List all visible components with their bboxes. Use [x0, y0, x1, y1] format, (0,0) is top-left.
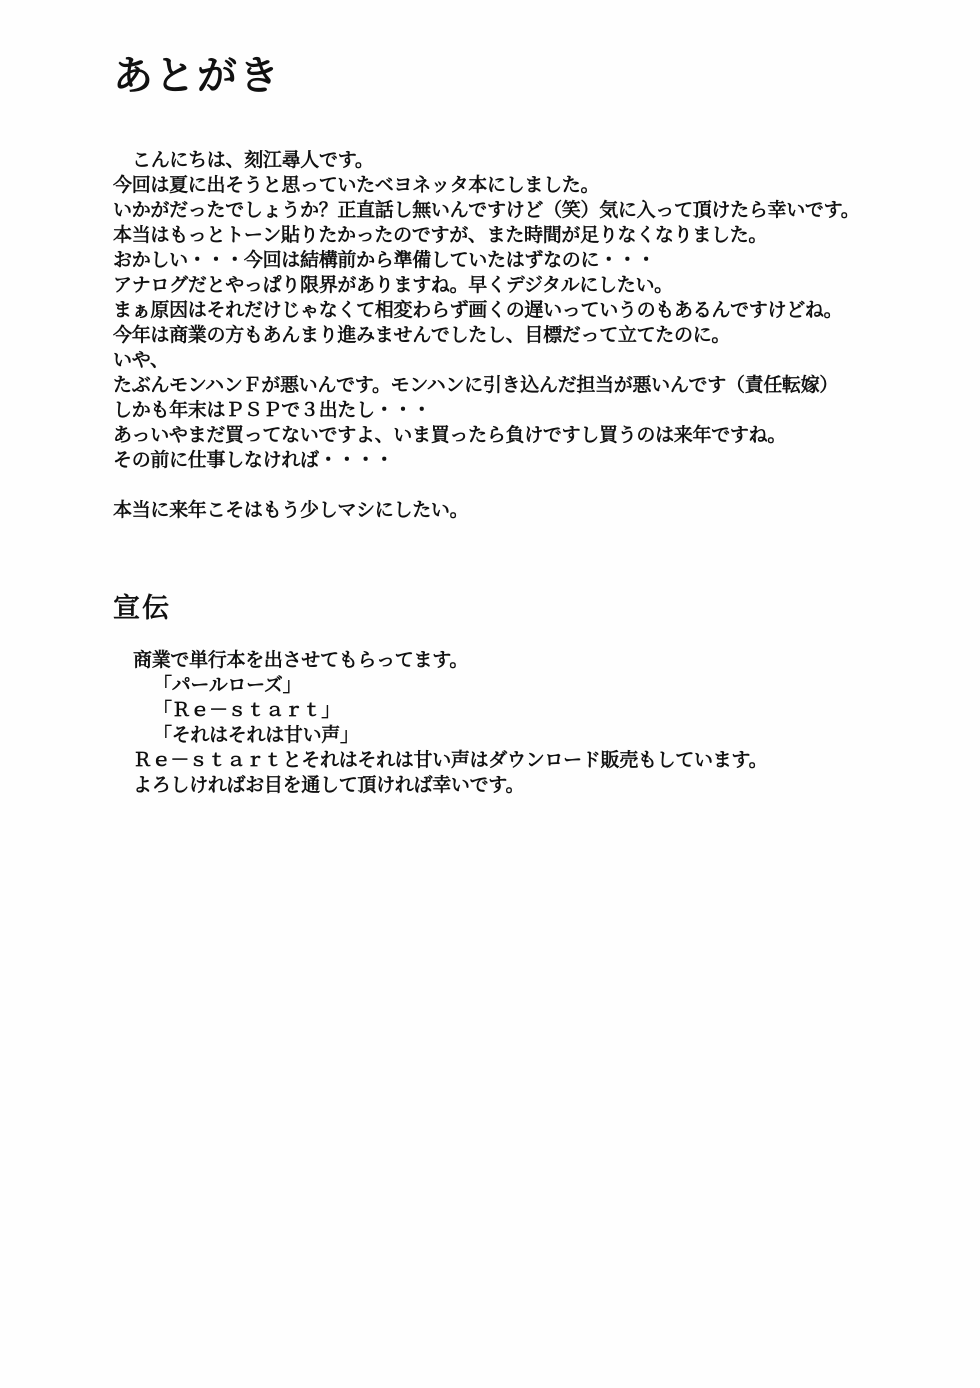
- afterword-line: その前に仕事しなければ・・・・: [113, 449, 394, 471]
- book-title: 「パールローズ」: [153, 674, 302, 696]
- promotion-intro: 商業で単行本を出させてもらってます。: [133, 649, 469, 671]
- afterword-line: たぶんモンハンＦが悪いんです。モンハンに引き込んだ担当が悪いんです（責任転嫁）: [113, 374, 839, 396]
- afterword-line: こんにちは、刻江尋人です。: [132, 149, 374, 171]
- afterword-line: おかしい・・・今回は結構前から準備していたはずなのに・・・: [113, 249, 656, 271]
- book-title: 「Ｒｅ－ｓｔａｒｔ」: [153, 699, 341, 721]
- afterword-line: アナログだとやっぱり限界がありますね。早くデジタルにしたい。: [113, 274, 673, 296]
- afterword-body: [113, 148, 973, 523]
- afterword-line: 今年は商業の方もあんまり進みませんでしたし、目標だって立てたのに。: [113, 324, 731, 346]
- promotion-body: [133, 648, 973, 798]
- afterword-line: まぁ原因はそれだけじゃなくて相変わらず画くの遅いっていうのもあるんですけどね。: [113, 299, 843, 321]
- afterword-blank-line: [113, 473, 973, 498]
- promotion-heading: 宣伝: [113, 593, 171, 624]
- afterword-heading: あとがき: [113, 53, 281, 99]
- afterword-line: 本当に来年こそはもう少しマシにしたい。: [113, 499, 469, 521]
- afterword-line: いかがだったでしょうか？正直話し無いんですけど（笑）気に入って頂けたら幸いです。: [113, 199, 860, 221]
- afterword-line: しかも年末はＰＳＰで３出たし・・・: [113, 399, 431, 421]
- promotion-note: Ｒｅ－ｓｔａｒｔとそれはそれは甘い声はダウンロード販売もしています。: [133, 749, 768, 771]
- afterword-line: いや、: [113, 349, 169, 371]
- promotion-note: よろしければお目を通して頂ければ幸いです。: [133, 774, 525, 796]
- afterword-line: 本当はもっとトーン貼りたかったのですが、また時間が足りなくなりました。: [113, 224, 768, 246]
- afterword-line: 今回は夏に出そうと思っていたベヨネッタ本にしました。: [113, 174, 600, 196]
- book-title: 「それはそれは甘い声」: [153, 724, 359, 746]
- afterword-line: あっいやまだ買ってないですよ、いま買ったら負けですし買うのは来年ですね。: [113, 424, 787, 446]
